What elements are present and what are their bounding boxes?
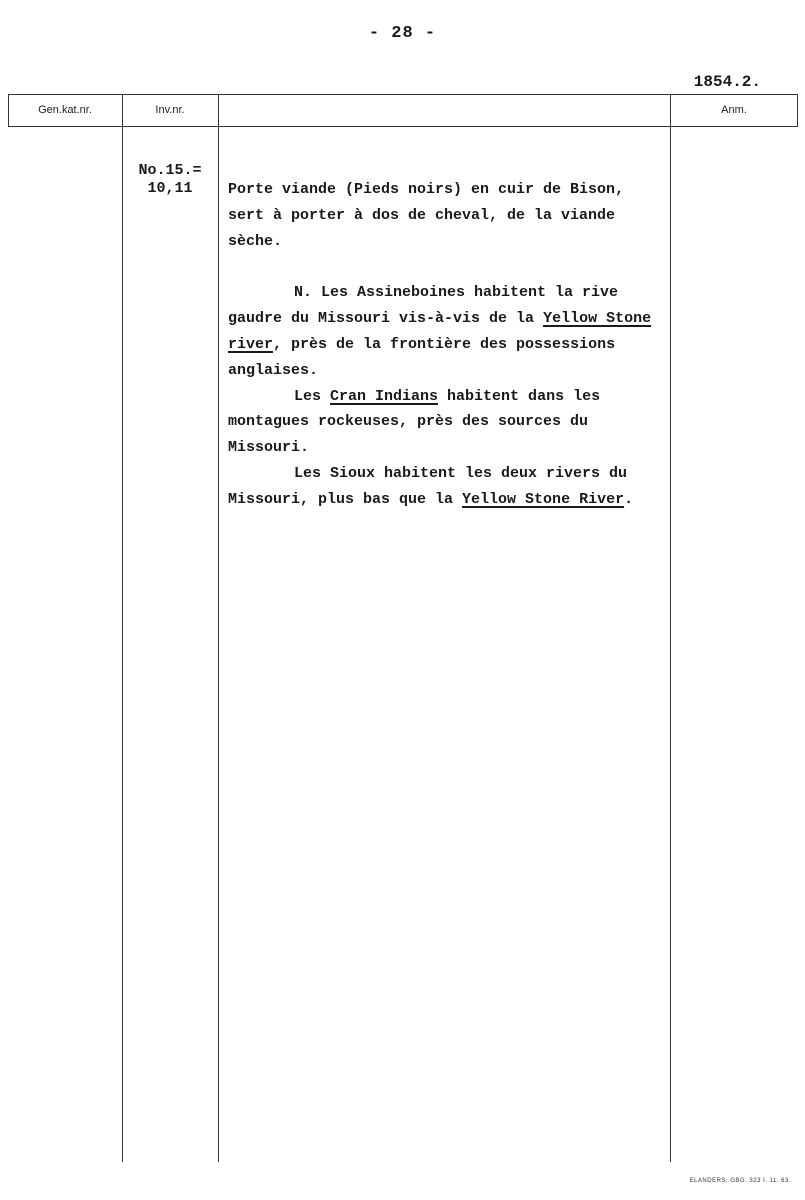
column-header-inv: Inv.nr. (155, 104, 185, 116)
place-yellow-stone-river: Yellow Stone river (228, 310, 652, 353)
column-header-gen-kat: Gen.kat.nr. (38, 104, 92, 116)
inventory-number-line2: 10,11 (147, 180, 193, 197)
note-assineboines (228, 280, 668, 383)
register-date: 1854.2. (693, 73, 761, 91)
object-description: Porte viande (Pieds noirs) en cuir de Bison, sert à porter à dos de cheval, de la viande sèche. (228, 181, 625, 250)
printer-imprint: ELANDERS, GBG. 323 I. 11. 63. (689, 1178, 791, 1184)
inventory-number (122, 162, 218, 198)
note-sioux-rest: . (624, 490, 634, 508)
note-cran-intro: Les (294, 387, 331, 405)
column-header-anm: Anm. (721, 104, 747, 116)
column-divider-desc-anm (670, 94, 671, 1162)
note-cran-rest: habitent dans les montagues rockeuses, près des sources du Missouri. (228, 387, 601, 457)
note-sioux-intro: Les Sioux habitent les deux rivers du Missouri, plus bas que la (228, 464, 628, 508)
note-cran-indians (228, 384, 668, 461)
inventory-number-line1: No.15.= (138, 162, 202, 179)
tribe-cran-indians: Cran Indians (330, 387, 439, 405)
note-assineboines-rest: , près de la frontière des possessions anglaises. (228, 335, 616, 379)
header-bottom-rule (8, 126, 798, 127)
table-top-rule (8, 94, 798, 95)
entry-description-column (228, 177, 668, 513)
column-divider-inv-desc (218, 94, 219, 1162)
note-sioux (228, 461, 668, 513)
column-divider-gen-inv (122, 94, 123, 1162)
place-yellow-stone-river-2: Yellow Stone River (462, 490, 625, 508)
note-assineboines-intro: N. Les Assineboines habitent la rive gaudre du Missouri vis-à-vis de la (228, 284, 619, 328)
page-number: - 28 - (368, 24, 437, 43)
